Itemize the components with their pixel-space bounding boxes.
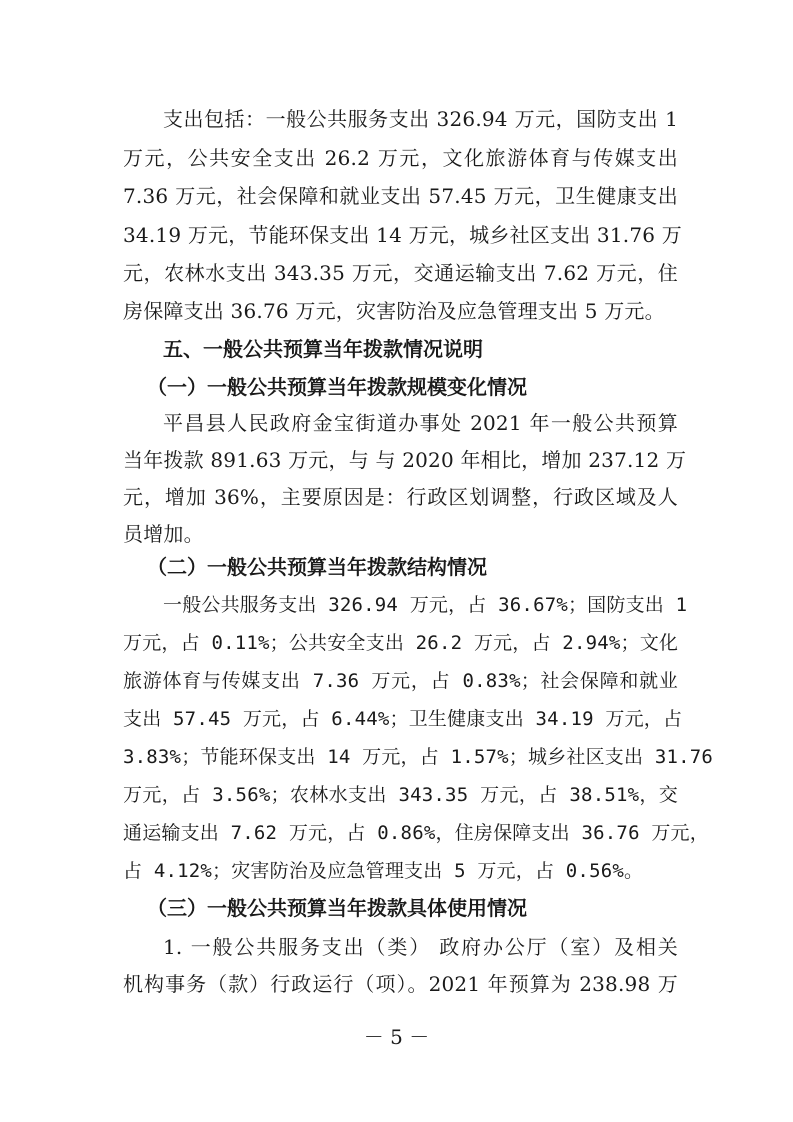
paragraph-3-line-2: 万元，占 0.11%；公共安全支出 26.2 万元，占 2.94%；文化 (123, 632, 679, 654)
paragraph-3-line-6: 万元，占 3.56%；农林水支出 343.35 万元，占 38.51%，交 (123, 784, 678, 806)
paragraph-3-line-4: 支出 57.45 万元，占 6.44%；卫生健康支出 34.19 万元，占 (123, 708, 683, 730)
paragraph-3-line-1: 一般公共服务支出 326.94 万元，占 36.67%；国防支出 1 (163, 594, 688, 616)
paragraph-2-line-1: 平昌县人民政府金宝街道办事处 2021 年一般公共预算 (163, 411, 678, 435)
paragraph-1-line-2: 万元，公共安全支出 26.2 万元，文化旅游体育与传媒支出 (123, 146, 678, 170)
paragraph-1-line-5: 元，农林水支出 343.35 万元，交通运输支出 7.62 万元，住 (123, 261, 678, 285)
paragraph-1-line-1: 支出包括：一般公共服务支出 326.94 万元，国防支出 1 (163, 107, 678, 131)
paragraph-2-line-4: 员增加。 (123, 522, 204, 546)
paragraph-1-line-4: 34.19 万元，节能环保支出 14 万元，城乡社区支出 31.76 万 (123, 223, 682, 247)
paragraph-1-line-3: 7.36 万元，社会保障和就业支出 57.45 万元，卫生健康支出 (123, 184, 678, 208)
paragraph-3-line-8: 占 4.12%；灾害防治及应急管理支出 5 万元，占 0.56%。 (123, 860, 644, 882)
sub-heading-structure: （二）一般公共预算当年拨款结构情况 (147, 555, 487, 579)
sub-heading-scale-change: （一）一般公共预算当年拨款规模变化情况 (147, 375, 527, 399)
paragraph-3-line-7: 通运输支出 7.62 万元，占 0.86%，住房保障支出 36.76 万元， (123, 822, 709, 844)
section-heading: 五、一般公共预算当年拨款情况说明 (163, 337, 483, 361)
sub-heading-usage: （三）一般公共预算当年拨款具体使用情况 (147, 896, 527, 920)
paragraph-4-line-1: 1. 一般公共服务支出（类） 政府办公厅（室）及相关 (163, 935, 678, 959)
paragraph-2-line-2: 当年拨款 891.63 万元，与 与 2020 年相比，增加 237.12 万 (123, 448, 687, 472)
paragraph-3-line-3: 旅游体育与传媒支出 7.36 万元，占 0.83%；社会保障和就业 (123, 670, 678, 692)
paragraph-2-line-3: 元，增加 36%，主要原因是：行政区划调整，行政区域及人 (123, 485, 678, 509)
paragraph-4-line-2: 机构事务（款）行政运行（项）。2021 年预算为 238.98 万 (123, 972, 678, 996)
paragraph-3-line-5: 3.83%；节能环保支出 14 万元，占 1.57%；城乡社区支出 31.76 (123, 746, 714, 768)
page-number: － 5 － (363, 1025, 430, 1049)
paragraph-1-line-6: 房保障支出 36.76 万元，灾害防治及应急管理支出 5 万元。 (123, 299, 665, 323)
